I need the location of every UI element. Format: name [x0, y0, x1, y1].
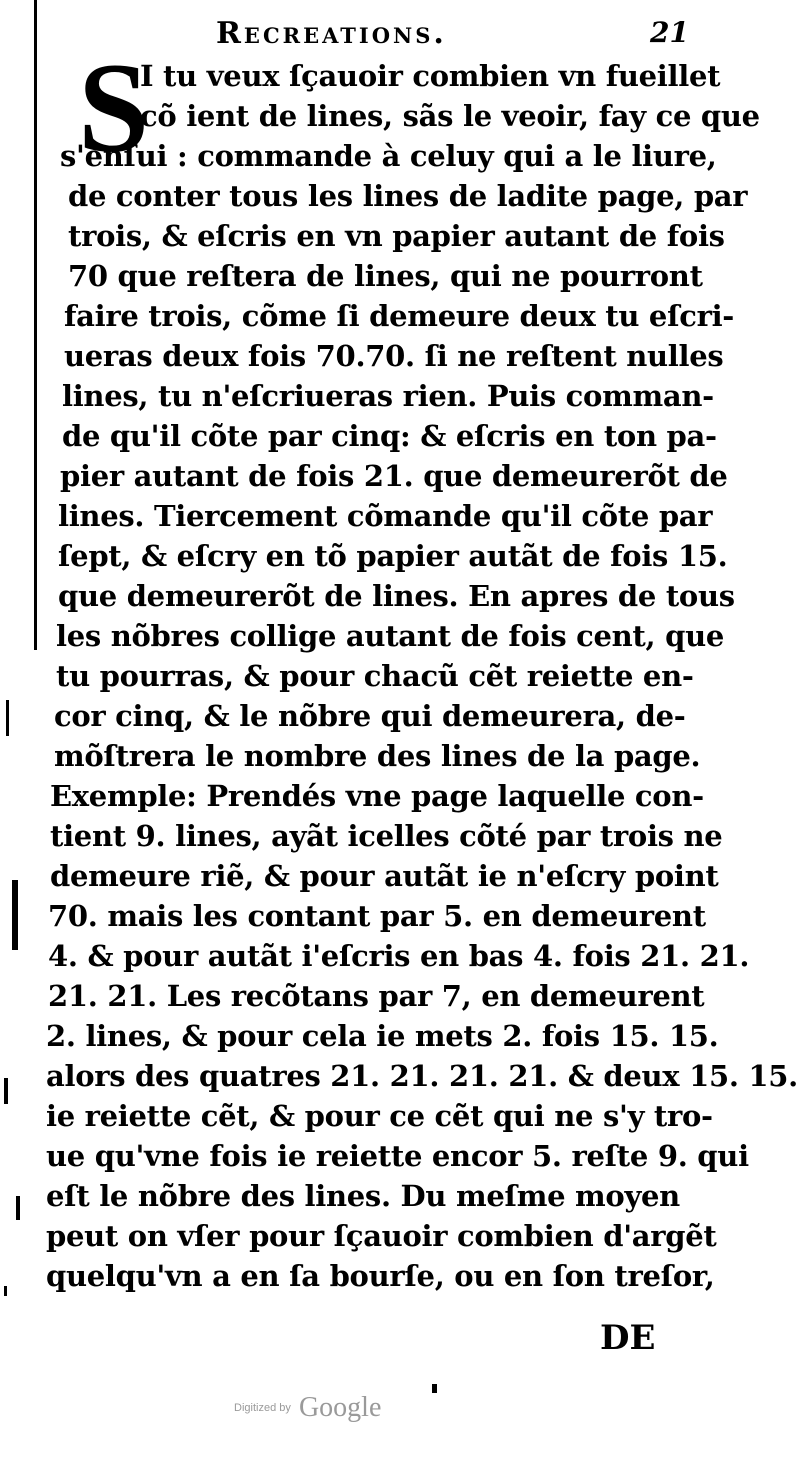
- text-line: s'enſui : commande à celuy qui a le liure,: [60, 139, 717, 173]
- text-line: alors des quatres 21. 21. 21. 21. & deux 15. 15.: [46, 1059, 798, 1093]
- text-line: ſept, & eſcry en tõ papier autãt de fois 15.: [58, 539, 728, 573]
- text-line: lines, tu n'eſcriueras rien. Puis comman-: [62, 379, 714, 413]
- text-line: faire trois, cõme ſi demeure deux tu eſcri-: [64, 299, 735, 333]
- margin-mark: [16, 1196, 20, 1220]
- text-line: peut on vſer pour ſçauoir combien d'argẽt: [46, 1219, 717, 1253]
- text-line: de conter tous les lines de ladite page, par: [68, 179, 748, 213]
- text-line: cõ ient de lines, sãs le veoir, fay ce que: [140, 99, 760, 133]
- text-line: les nõbres collige autant de fois cent, que: [56, 619, 725, 653]
- margin-mark: [6, 700, 9, 736]
- margin-mark: [4, 1286, 7, 1296]
- text-line: cor cinq, & le nõbre qui demeurera, de-: [54, 699, 686, 733]
- text-line: tu pourras, & pour chacũ cẽt reiette en-: [56, 659, 694, 693]
- text-line: de qu'il cõte par cinq: & eſcris en ton pa-: [62, 419, 717, 453]
- margin-mark: [12, 880, 18, 950]
- page-number: 21: [650, 16, 689, 49]
- text-line: pier autant de fois 21. que demeurerõt de: [60, 459, 728, 493]
- digitized-label: Digitized by: [234, 1402, 291, 1414]
- text-line: demeure riẽ, & pour autãt ie n'eſcry point: [50, 859, 719, 893]
- text-line: 21. 21. Les recõtans par 7, en demeurent: [48, 979, 705, 1013]
- ink-speck: [432, 1384, 437, 1393]
- binding-edge-line: [34, 0, 37, 650]
- text-line: quelqu'vn a en ſa bourſe, ou en ſon treſor,: [46, 1259, 715, 1293]
- running-head-title: Recreations.: [216, 16, 447, 51]
- margin-mark: [4, 1078, 8, 1104]
- text-line: ie reiette cẽt, & pour ce cẽt qui ne s'y tro-: [46, 1099, 713, 1133]
- text-line: tient 9. lines, ayãt icelles cõté par trois ne: [50, 819, 723, 853]
- text-line: lines. Tiercement cõmande qu'il cõte par: [58, 499, 713, 533]
- text-line: trois, & eſcris en vn papier autant de fois: [68, 219, 725, 253]
- text-line: I tu veux ſçauoir combien vn fueillet: [140, 59, 721, 93]
- text-line: 2. lines, & pour cela ie mets 2. fois 15. 15.: [46, 1019, 719, 1053]
- text-line: 70 que reſtera de lines, qui ne pourront: [68, 259, 703, 293]
- text-line: 4. & pour autãt i'eſcris en bas 4. fois 21. 21.: [48, 939, 750, 973]
- text-line: 70. mais les contant par 5. en demeurent: [48, 899, 706, 933]
- text-line: que demeurerõt de lines. En apres de tous: [58, 579, 735, 613]
- text-line: eſt le nõbre des lines. Du meſme moyen: [46, 1179, 680, 1213]
- drop-cap-initial: S: [78, 37, 150, 179]
- catchword: DE: [600, 1318, 656, 1358]
- digitized-watermark: [234, 1392, 381, 1424]
- text-line: ue qu'vne fois ie reiette encor 5. reſte 9. qui: [46, 1139, 749, 1173]
- text-line: ueras deux fois 70.70. ſi ne reſtent nulles: [64, 339, 724, 373]
- google-logo: Google: [298, 1392, 382, 1423]
- text-line: mõſtrera le nombre des lines de la page.: [54, 739, 701, 773]
- body-text: [46, 56, 798, 1296]
- text-line: Exemple: Prendés vne page laquelle con-: [50, 779, 704, 813]
